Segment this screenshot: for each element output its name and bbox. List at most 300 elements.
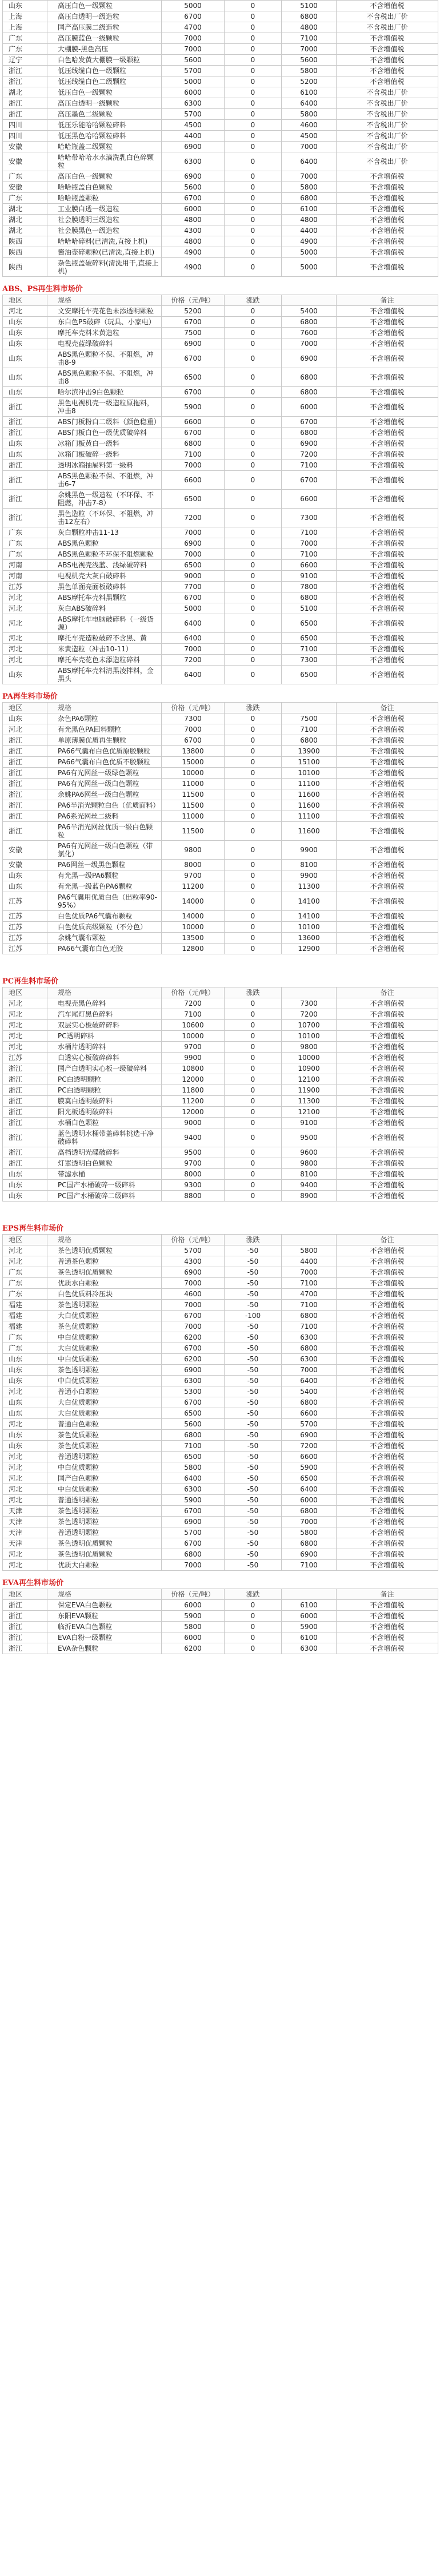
table-row <box>3 317 438 328</box>
region-cell: 浙江 <box>3 1611 47 1622</box>
table-row <box>3 66 438 76</box>
price-section <box>2 1202 438 1571</box>
price-high-cell: 8100 <box>282 1169 337 1180</box>
price-high-cell: 6800 <box>282 1343 337 1354</box>
spec-cell: 高压白透明一级颗粒 <box>47 98 162 109</box>
note-cell: 不含增值税 <box>337 911 438 922</box>
region-cell: 河北 <box>3 1419 47 1430</box>
note-cell: 不含增值税 <box>337 1063 438 1074</box>
table-row <box>3 1600 438 1611</box>
price-high-cell: 7100 <box>282 1560 337 1571</box>
table-row <box>3 822 438 841</box>
price-low-cell: 7200 <box>162 509 225 527</box>
region-cell: 江苏 <box>3 582 47 592</box>
price-low-cell: 10800 <box>162 1063 225 1074</box>
spec-cell: 带滤水桶 <box>47 1169 162 1180</box>
change-cell: 0 <box>225 1147 282 1158</box>
price-low-cell: 6500 <box>162 1408 225 1419</box>
region-cell: 浙江 <box>3 1074 47 1085</box>
note-cell: 不含税出厂价 <box>337 22 438 33</box>
note-cell: 不含增值税 <box>337 1158 438 1169</box>
spec-cell: 冰箱门板黄白一级料 <box>47 438 162 449</box>
note-cell: 不含增值税 <box>337 1643 438 1654</box>
price-high-cell: 7100 <box>282 1300 337 1311</box>
spec-cell: 茶色透明优质颗粒 <box>47 1267 162 1278</box>
spec-cell: 低压线缆白色二级颗粒 <box>47 76 162 87</box>
price-high-cell: 6400 <box>282 1376 337 1386</box>
table-row <box>3 109 438 120</box>
note-cell: 不含增值税 <box>337 1128 438 1147</box>
spec-cell: 保定EVA白色颗粒 <box>47 1600 162 1611</box>
spec-cell: 汽车尾灯黑色碎料 <box>47 1009 162 1020</box>
price-table <box>2 0 438 277</box>
region-cell: 河北 <box>3 306 47 317</box>
table-row <box>3 1611 438 1622</box>
change-cell: 0 <box>225 1096 282 1107</box>
header-cell <box>282 295 337 306</box>
region-cell: 江苏 <box>3 892 47 911</box>
price-high-cell: 15100 <box>282 757 337 768</box>
price-low-cell: 9500 <box>162 1147 225 1158</box>
price-high-cell: 7100 <box>282 644 337 655</box>
price-low-cell: 11000 <box>162 811 225 822</box>
spec-cell: ABS黑色颗粒不保、不阻燃，冲击6-7 <box>47 471 162 490</box>
region-cell: 广东 <box>3 538 47 549</box>
price-low-cell: 6400 <box>162 666 225 684</box>
note-cell: 不含增值税 <box>337 204 438 215</box>
note-cell: 不含增值税 <box>337 713 438 724</box>
note-cell: 不含增值税 <box>337 560 438 571</box>
spec-cell: 高压墨色二级颗粒 <box>47 109 162 120</box>
change-cell: 0 <box>225 349 282 368</box>
price-low-cell: 6300 <box>162 152 225 171</box>
spec-cell: 低压乐能哈哈颗粒碎料 <box>47 120 162 131</box>
table-row <box>3 438 438 449</box>
note-cell: 不含增值税 <box>337 666 438 684</box>
change-cell: 0 <box>225 328 282 338</box>
table-row <box>3 1267 438 1278</box>
table-row <box>3 225 438 236</box>
table-row <box>3 1473 438 1484</box>
note-cell: 不含增值税 <box>337 860 438 870</box>
note-cell: 不含增值税 <box>337 1600 438 1611</box>
spec-cell: 酱油壶碎颗粒(已清洗,直接上机) <box>47 247 162 258</box>
region-cell: 浙江 <box>3 811 47 822</box>
price-low-cell: 13800 <box>162 746 225 757</box>
change-cell: 0 <box>225 428 282 438</box>
price-low-cell: 5000 <box>162 76 225 87</box>
note-cell: 不含增值税 <box>337 1169 438 1180</box>
table-row <box>3 182 438 193</box>
region-cell: 山东 <box>3 881 47 892</box>
header-cell: 价格（元/吨） <box>162 1589 225 1600</box>
note-cell: 不含税出厂价 <box>337 109 438 120</box>
note-cell: 不含增值税 <box>337 338 438 349</box>
spec-cell: 电视机壳大灰白破碎料 <box>47 571 162 582</box>
change-cell: 0 <box>225 1085 282 1096</box>
table-header-row <box>3 987 438 998</box>
note-cell: 不含增值税 <box>337 1256 438 1267</box>
region-cell: 浙江 <box>3 1063 47 1074</box>
region-cell: 河北 <box>3 1495 47 1506</box>
price-low-cell: 7500 <box>162 328 225 338</box>
spec-cell: 茶色优质颗粒 <box>47 1430 162 1441</box>
change-cell: 0 <box>225 236 282 247</box>
price-low-cell: 6600 <box>162 417 225 428</box>
note-cell: 不含增值税 <box>337 746 438 757</box>
header-cell <box>282 703 337 713</box>
price-high-cell: 6800 <box>282 1397 337 1408</box>
change-cell: 0 <box>225 881 282 892</box>
region-cell: 江苏 <box>3 911 47 922</box>
header-cell: 涨跌 <box>225 295 282 306</box>
change-cell: 0 <box>225 215 282 225</box>
change-cell: 0 <box>225 538 282 549</box>
region-cell: 浙江 <box>3 471 47 490</box>
price-low-cell: 5700 <box>162 1245 225 1256</box>
price-low-cell: 7100 <box>162 1441 225 1452</box>
change-cell: -50 <box>225 1332 282 1343</box>
note-cell: 不含增值税 <box>337 1278 438 1289</box>
price-low-cell: 8000 <box>162 860 225 870</box>
note-cell: 不含增值税 <box>337 76 438 87</box>
header-cell <box>282 1235 337 1245</box>
table-row <box>3 1386 438 1397</box>
spec-cell: ABS黑色颗粒不保、不阻燃，冲击8 <box>47 368 162 387</box>
note-cell: 不含增值税 <box>337 428 438 438</box>
price-low-cell: 6800 <box>162 1430 225 1441</box>
table-row <box>3 571 438 582</box>
region-cell: 河北 <box>3 1009 47 1020</box>
spec-cell: PC国产水桶破碎一级碎料 <box>47 1180 162 1191</box>
region-cell: 河北 <box>3 1020 47 1031</box>
price-high-cell: 12100 <box>282 1107 337 1118</box>
note-cell: 不含增值税 <box>337 349 438 368</box>
price-high-cell: 14100 <box>282 911 337 922</box>
price-high-cell: 5400 <box>282 306 337 317</box>
section-title: PA再生料市场价 <box>2 692 58 701</box>
price-high-cell: 7100 <box>282 460 337 471</box>
region-cell: 浙江 <box>3 66 47 76</box>
table-row <box>3 633 438 644</box>
note-cell: 不含税出厂价 <box>337 87 438 98</box>
spec-cell: PC白透明颗粒 <box>47 1085 162 1096</box>
change-cell: 0 <box>225 933 282 944</box>
region-cell: 浙江 <box>3 1147 47 1158</box>
table-row <box>3 142 438 152</box>
table-row <box>3 1527 438 1538</box>
note-cell: 不含增值税 <box>337 1517 438 1527</box>
spec-cell: 国产白透明实心板一级破碎料 <box>47 1063 162 1074</box>
note-cell: 不含增值税 <box>337 1441 438 1452</box>
price-low-cell: 5700 <box>162 109 225 120</box>
table-row <box>3 789 438 800</box>
price-low-cell: 12000 <box>162 1107 225 1118</box>
table-row <box>3 1495 438 1506</box>
region-cell: 江苏 <box>3 933 47 944</box>
note-cell: 不含增值税 <box>337 460 438 471</box>
change-cell: 0 <box>225 1042 282 1053</box>
table-row <box>3 490 438 509</box>
table-row <box>3 944 438 954</box>
change-cell: -50 <box>225 1517 282 1527</box>
note-cell: 不含增值税 <box>337 225 438 236</box>
note-cell: 不含增值税 <box>337 193 438 204</box>
price-report-page <box>2 0 438 1654</box>
change-cell: 0 <box>225 471 282 490</box>
note-cell: 不含增值税 <box>337 614 438 633</box>
table-row <box>3 811 438 822</box>
table-row <box>3 1300 438 1311</box>
price-low-cell: 6800 <box>162 438 225 449</box>
price-high-cell: 6800 <box>282 428 337 438</box>
price-low-cell: 6400 <box>162 633 225 644</box>
price-low-cell: 6400 <box>162 614 225 633</box>
note-cell: 不含税出厂价 <box>337 142 438 152</box>
price-low-cell: 7000 <box>162 33 225 44</box>
note-cell: 不含增值税 <box>337 1549 438 1560</box>
region-cell: 天津 <box>3 1517 47 1527</box>
spec-cell: 大白优质颗粒 <box>47 1311 162 1321</box>
price-low-cell: 7200 <box>162 998 225 1009</box>
change-cell: -50 <box>225 1527 282 1538</box>
price-low-cell: 6000 <box>162 1632 225 1643</box>
price-high-cell: 6100 <box>282 204 337 215</box>
region-cell: 上海 <box>3 22 47 33</box>
spec-cell: 社会膜黑色一级造粒 <box>47 225 162 236</box>
price-high-cell: 10000 <box>282 1053 337 1063</box>
price-low-cell: 6200 <box>162 1354 225 1365</box>
price-high-cell: 6300 <box>282 1643 337 1654</box>
spec-cell: 优质水白颗粒 <box>47 1278 162 1289</box>
price-low-cell: 5800 <box>162 1462 225 1473</box>
price-high-cell: 4900 <box>282 236 337 247</box>
price-high-cell: 11100 <box>282 779 337 789</box>
table-row <box>3 1169 438 1180</box>
table-row <box>3 603 438 614</box>
price-low-cell: 7300 <box>162 713 225 724</box>
price-high-cell: 8900 <box>282 1191 337 1202</box>
spec-cell: 高压白色一级颗粒 <box>47 1 162 11</box>
change-cell: -50 <box>225 1549 282 1560</box>
table-row <box>3 1484 438 1495</box>
region-cell: 福建 <box>3 1321 47 1332</box>
region-cell: 河南 <box>3 560 47 571</box>
spec-cell: PA6系光网丝二级料 <box>47 811 162 822</box>
spec-cell: ABS摩托车电脑破碎料（一级货源） <box>47 614 162 633</box>
note-cell: 不含增值税 <box>337 1632 438 1643</box>
price-low-cell: 5300 <box>162 1386 225 1397</box>
note-cell: 不含增值税 <box>337 1147 438 1158</box>
spec-cell: 大白优质颗粒 <box>47 1343 162 1354</box>
note-cell: 不含增值税 <box>337 1452 438 1462</box>
table-row <box>3 1096 438 1107</box>
change-cell: 0 <box>225 892 282 911</box>
section-title: ABS、PS再生料市场价 <box>2 285 83 293</box>
price-high-cell: 5700 <box>282 1419 337 1430</box>
region-cell: 河北 <box>3 1386 47 1397</box>
region-cell: 浙江 <box>3 800 47 811</box>
price-high-cell: 7200 <box>282 1441 337 1452</box>
price-low-cell: 13500 <box>162 933 225 944</box>
change-cell: -50 <box>225 1376 282 1386</box>
note-cell: 不含增值税 <box>337 1118 438 1128</box>
table-row <box>3 87 438 98</box>
spec-cell: 摩托车壳造粒破碎不含黑、黄 <box>47 633 162 644</box>
spec-cell: PA6半消光颗粒白色（优质面料） <box>47 800 162 811</box>
spec-cell: 优质大白颗粒 <box>47 1560 162 1571</box>
change-cell: 0 <box>225 1107 282 1118</box>
table-row <box>3 922 438 933</box>
price-low-cell: 5600 <box>162 55 225 66</box>
note-cell: 不含增值税 <box>337 735 438 746</box>
note-cell: 不含增值税 <box>337 1191 438 1202</box>
price-high-cell: 7000 <box>282 338 337 349</box>
note-cell: 不含增值税 <box>337 417 438 428</box>
table-row <box>3 870 438 881</box>
table-row <box>3 398 438 417</box>
price-high-cell: 11600 <box>282 789 337 800</box>
region-cell: 河北 <box>3 998 47 1009</box>
change-cell: -50 <box>225 1484 282 1495</box>
price-low-cell: 6700 <box>162 592 225 603</box>
region-cell: 河北 <box>3 1462 47 1473</box>
note-cell: 不含增值税 <box>337 998 438 1009</box>
change-cell: 0 <box>225 582 282 592</box>
price-low-cell: 6900 <box>162 142 225 152</box>
table-row <box>3 1053 438 1063</box>
note-cell: 不含增值税 <box>337 1020 438 1031</box>
region-cell: 广东 <box>3 527 47 538</box>
header-cell: 备注 <box>337 1589 438 1600</box>
change-cell: 0 <box>225 368 282 387</box>
header-cell: 规格 <box>47 295 162 306</box>
change-cell: 0 <box>225 11 282 22</box>
region-cell: 福建 <box>3 1311 47 1321</box>
spec-cell: 中白优质颗粒 <box>47 1332 162 1343</box>
region-cell: 浙江 <box>3 460 47 471</box>
table-row <box>3 1517 438 1527</box>
change-cell: -50 <box>225 1386 282 1397</box>
change-cell: 0 <box>225 449 282 460</box>
price-section <box>2 1571 438 1654</box>
change-cell: -50 <box>225 1560 282 1571</box>
note-cell: 不含增值税 <box>337 1473 438 1484</box>
price-high-cell: 4400 <box>282 1256 337 1267</box>
region-cell: 山东 <box>3 713 47 724</box>
spec-cell: 黑色电视机壳一级造粒原拖料，冲击8 <box>47 398 162 417</box>
region-cell: 浙江 <box>3 1096 47 1107</box>
table-row <box>3 120 438 131</box>
price-low-cell: 7000 <box>162 44 225 55</box>
spec-cell: 杂色PA6颗粒 <box>47 713 162 724</box>
price-low-cell: 10000 <box>162 768 225 779</box>
price-high-cell: 9800 <box>282 1042 337 1053</box>
spec-cell: 普通小白颗粒 <box>47 1386 162 1397</box>
price-low-cell: 4300 <box>162 1256 225 1267</box>
change-cell: -50 <box>225 1245 282 1256</box>
change-cell: 0 <box>225 1128 282 1147</box>
region-cell: 山东 <box>3 1441 47 1452</box>
table-row <box>3 1643 438 1654</box>
spec-cell: 灰白ABS破碎料 <box>47 603 162 614</box>
price-low-cell: 4300 <box>162 225 225 236</box>
price-low-cell: 5900 <box>162 1495 225 1506</box>
region-cell: 浙江 <box>3 417 47 428</box>
table-row <box>3 1397 438 1408</box>
price-high-cell: 6700 <box>282 471 337 490</box>
change-cell: 0 <box>225 1622 282 1632</box>
price-low-cell: 15000 <box>162 757 225 768</box>
price-low-cell: 7000 <box>162 460 225 471</box>
region-cell: 安徽 <box>3 142 47 152</box>
spec-cell: 中白优质颗粒 <box>47 1376 162 1386</box>
table-row <box>3 33 438 44</box>
table-row <box>3 1354 438 1365</box>
spec-cell: 电视壳蓝绿破碎料 <box>47 338 162 349</box>
table-row <box>3 1191 438 1202</box>
spec-cell: ABS门板粉白二级料（颜色稳重） <box>47 417 162 428</box>
spec-cell: PA6气囊用优质白色（出粒率90-95%） <box>47 892 162 911</box>
price-low-cell: 7000 <box>162 1300 225 1311</box>
table-row <box>3 1376 438 1386</box>
price-table <box>2 987 438 1202</box>
spec-cell: 双层实心板破碎碎料 <box>47 1020 162 1031</box>
table-row <box>3 549 438 560</box>
region-cell: 浙江 <box>3 779 47 789</box>
price-high-cell: 7600 <box>282 328 337 338</box>
change-cell: 0 <box>225 142 282 152</box>
spec-cell: 余姚黑色一级造粒（不环保、不阻燃，冲击7-8） <box>47 490 162 509</box>
note-cell: 不含增值税 <box>337 1560 438 1571</box>
spec-cell: 茶色透明颗粒 <box>47 1517 162 1527</box>
table-row <box>3 387 438 398</box>
spec-cell: 普通透明颗粒 <box>47 1527 162 1538</box>
change-cell: -50 <box>225 1354 282 1365</box>
table-row <box>3 204 438 215</box>
spec-cell: 国产白色颗粒 <box>47 1473 162 1484</box>
change-cell: 0 <box>225 735 282 746</box>
region-cell: 河北 <box>3 1031 47 1042</box>
note-cell: 不含增值税 <box>337 538 438 549</box>
region-cell: 广东 <box>3 1278 47 1289</box>
change-cell: 0 <box>225 509 282 527</box>
spec-cell: PA6网丝一级黑色颗粒 <box>47 860 162 870</box>
note-cell: 不含增值税 <box>337 1354 438 1365</box>
change-cell: 0 <box>225 768 282 779</box>
price-high-cell: 9800 <box>282 1158 337 1169</box>
price-high-cell: 7500 <box>282 713 337 724</box>
price-low-cell: 6900 <box>162 1267 225 1278</box>
price-low-cell: 6900 <box>162 1365 225 1376</box>
price-low-cell: 4400 <box>162 131 225 142</box>
table-row <box>3 779 438 789</box>
table-row <box>3 1158 438 1169</box>
change-cell: -50 <box>225 1289 282 1300</box>
note-cell: 不含增值税 <box>337 1462 438 1473</box>
price-high-cell: 6800 <box>282 735 337 746</box>
change-cell: 0 <box>225 98 282 109</box>
price-high-cell: 9600 <box>282 1147 337 1158</box>
price-high-cell: 7100 <box>282 1321 337 1332</box>
change-cell: -100 <box>225 1311 282 1321</box>
region-cell: 湖北 <box>3 225 47 236</box>
price-high-cell: 7100 <box>282 549 337 560</box>
price-high-cell: 7000 <box>282 1365 337 1376</box>
table-row <box>3 1321 438 1332</box>
table-row <box>3 460 438 471</box>
price-high-cell: 10700 <box>282 1020 337 1031</box>
